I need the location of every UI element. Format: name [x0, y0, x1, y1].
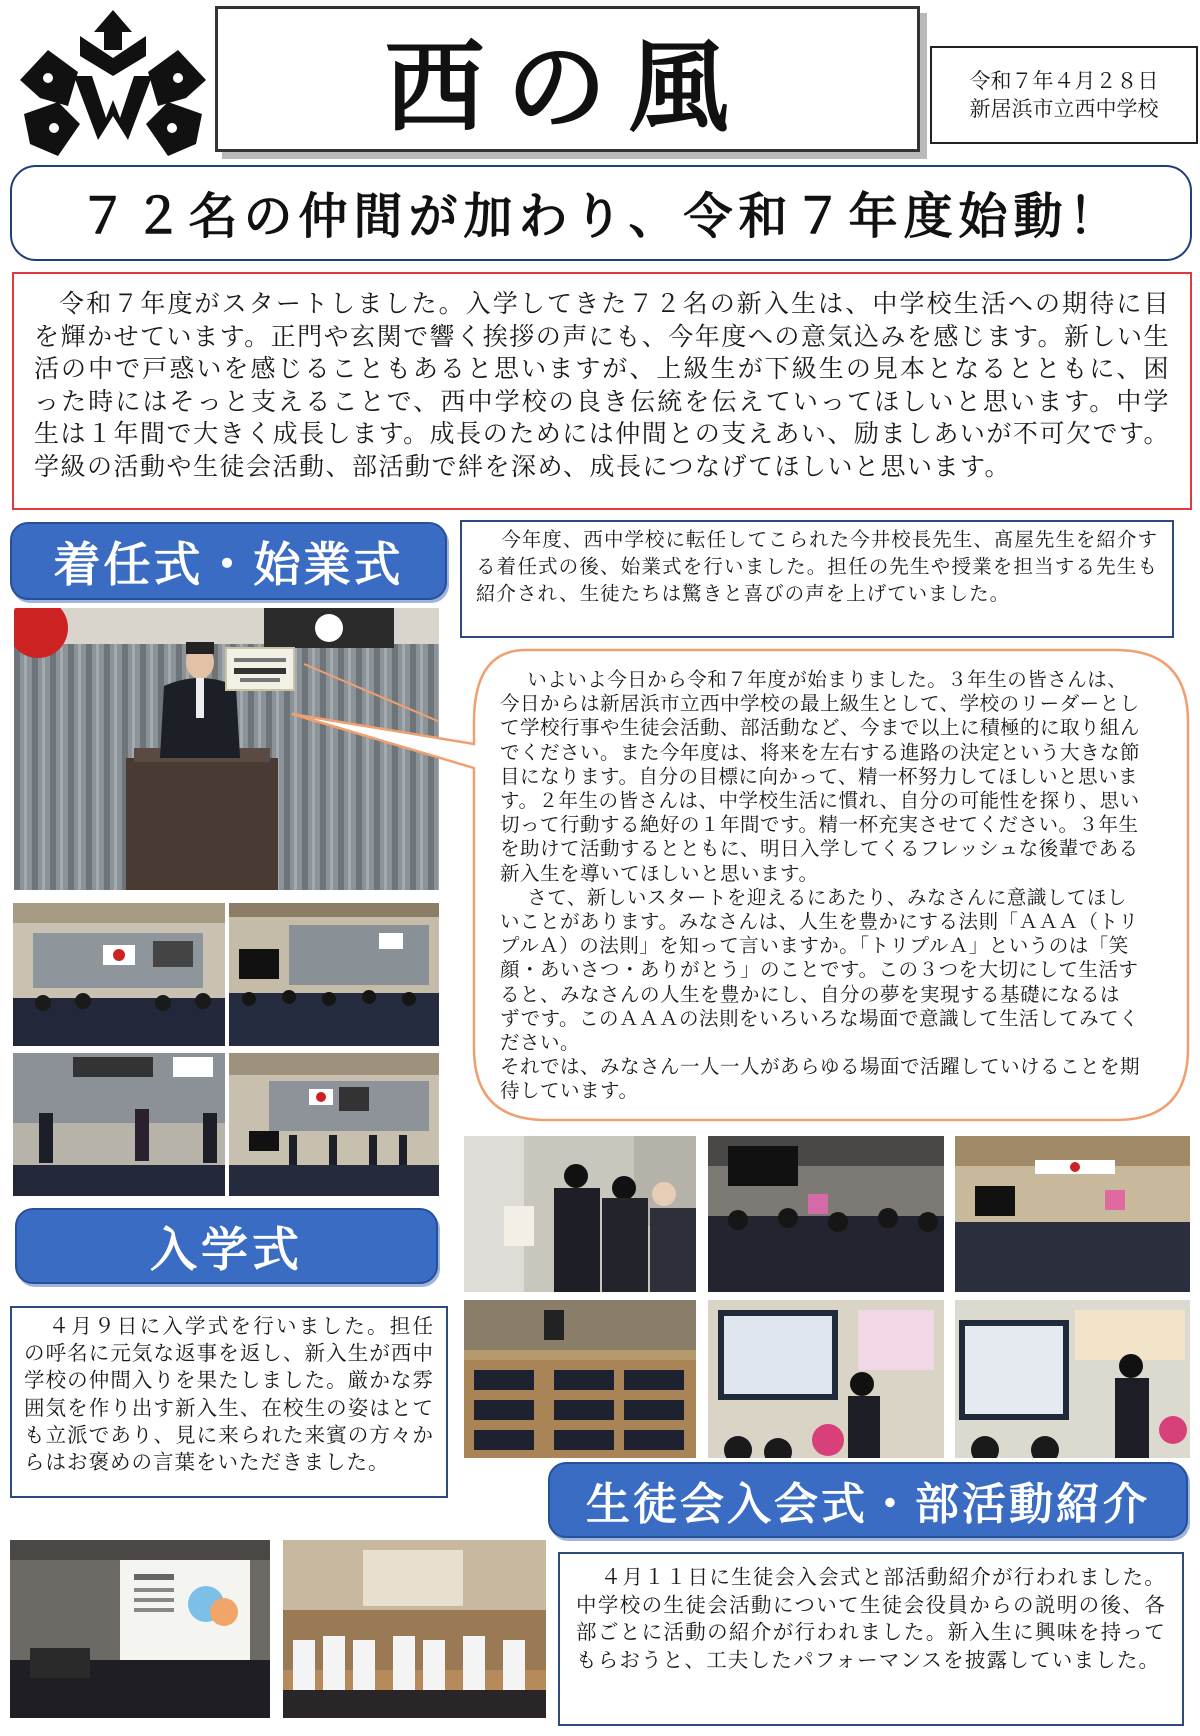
intro-box [12, 272, 1192, 510]
newsletter-title-box [215, 6, 920, 152]
section-heading-entrance-ceremony: 入学式 [15, 1208, 438, 1284]
issue-date: 令和７年４月２８日 [969, 68, 1159, 93]
opening-ceremony-text-box [460, 520, 1174, 638]
photo-club-introduction [283, 1540, 546, 1718]
photo-council-presentation [10, 1540, 270, 1718]
entrance-ceremony-text-box [10, 1306, 448, 1498]
student-council-text: ４月１１日に生徒会入会式と部活動紹介が行われました。中学校の生徒会活動について生徒会役員からの説明の後、各部ごとに活動の紹介が行われました。新入生に興味を持ってもらおうと、工夫したパフォーマンスを披露していました。 [576, 1565, 1166, 1672]
section-heading-opening-ceremony: 着任式・始業式 [10, 522, 447, 600]
photo-classroom-1 [708, 1300, 944, 1458]
photo-entrance-2 [708, 1136, 944, 1292]
photo-entrance-4 [464, 1300, 696, 1458]
school-emblem-icon [18, 6, 208, 158]
headline: ７２名の仲間が加わり、令和７年度始動！ [78, 188, 1124, 245]
speech-paragraph-3: それでは、みなさん一人一人があらゆる場面で活躍していけることを期待しています。 [500, 1055, 1141, 1103]
photo-classroom-2 [955, 1300, 1190, 1458]
photo-stage-ceremony-1 [13, 903, 225, 1046]
entrance-ceremony-text: ４月９日に入学式を行いました。担任の呼名に元気な返事を返し、新入生が西中学校の仲間入りを果たしました。厳かな雰囲気を作り出す新入生、在校生の姿はとても立派であり、見に来られた来賓の方々からはお褒めの言葉をいただきました。 [24, 1314, 434, 1475]
photo-entrance-1 [464, 1136, 696, 1292]
issue-info-box [930, 46, 1198, 144]
photo-stage-ceremony-3 [13, 1053, 225, 1196]
speech-paragraph-1: いよいよ今日から令和７年度が始まりました。３年生の皆さんは、今日からは新居浜市立西中学校の最上級生として、学校のリーダーとして学校行事や生徒会活動、部活動など、今まで以上に積極的に取り組んでください。また今年度は、将来を左右する進路の決定という大きな節目になります。自分の目標に向かって、精一杯努力してほしいと思います。２年生の皆さんは、中学校生活に慣れ、自分の可能性を探り、思い切って行動する絶好の１年間です。精一杯充実させてください。３年生を助けて活動するとともに、明日入学してくるフレッシュな後輩である新入生を導いてほしいと思います。 [500, 668, 1141, 885]
headline-box [10, 165, 1192, 261]
opening-ceremony-text: 今年度、西中学校に転任してこられた今井校長先生、髙屋先生を紹介する着任式の後、始業式を行いました。担任の先生や授業を担当する先生も紹介され、生徒たちは驚きと喜びの声を上げていました。 [476, 528, 1158, 605]
intro-text: 令和７年度がスタートしました。入学してきた７２名の新入生は、中学校生活への期待に目を輝かせています。正門や玄関で響く挨拶の声にも、今年度への意気込みを感じます。新しい生活の中で戸惑いを感じることもあると思いますが、上級生が下級生の見本となるとともに、困った時にはそっと支えることで、西中学校の良き伝統を伝えていってほしいと思います。中学生は１年間で大きく成長します。成長のためには仲間との支えあい、励ましあいが不可欠です。学級の活動や生徒会活動、部活動で絆を深め、成長につなげてほしいと思います。 [34, 289, 1170, 481]
speech-paragraph-2: さて、新しいスタートを迎えるにあたり、みなさんに意識してほしいことがあります。みなさんは、人生を豊かにする法則「ＡＡＡ（トリプルＡ）の法則」を知って言いますか。「トリプルＡ」というのは「笑顔・あいさつ・ありがとう」のことです。この３つを大切にして生活すると、みなさんの人生を豊かにし、自分の夢を実現する基礎になるはずです。このＡＡＡの法則をいろいろな場面で意識して生活してみてください。 [500, 885, 1140, 1055]
section-heading-student-council: 生徒会入会式・部活動紹介 [548, 1462, 1188, 1538]
photo-entrance-3 [955, 1136, 1190, 1292]
newsletter-title: 西の風 [384, 28, 751, 146]
school-name: 新居浜市立西中学校 [969, 97, 1159, 121]
student-council-text-box [558, 1552, 1184, 1726]
principal-speech-text [500, 668, 1140, 1108]
